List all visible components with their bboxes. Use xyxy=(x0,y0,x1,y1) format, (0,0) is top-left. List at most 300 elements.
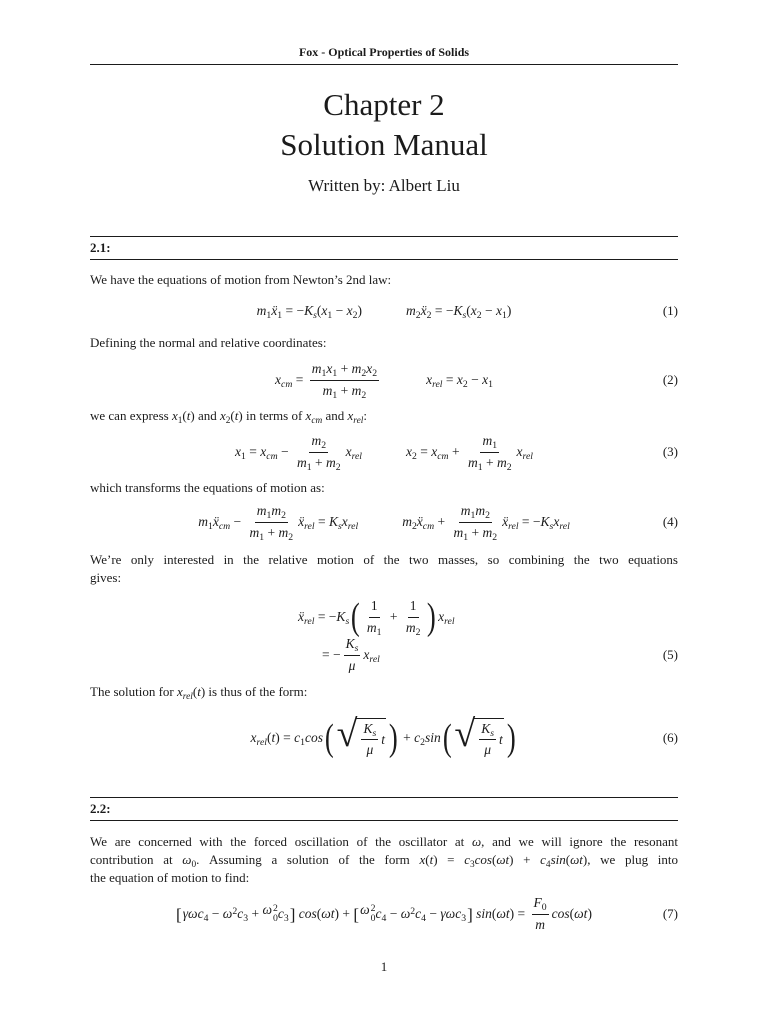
math-token xyxy=(304,303,317,322)
math-token xyxy=(305,730,323,746)
fraction-numerator xyxy=(344,636,361,655)
subscript: 2 xyxy=(372,368,378,380)
equation-6 xyxy=(90,710,678,766)
math-token xyxy=(323,383,338,399)
math-token xyxy=(483,455,497,471)
math-token xyxy=(311,433,327,452)
math-text: ( xyxy=(425,852,430,867)
fraction xyxy=(404,598,423,638)
math-token xyxy=(351,361,367,380)
math-text: ) and xyxy=(190,408,220,423)
math-token xyxy=(470,303,482,322)
math-variable: x xyxy=(177,684,183,699)
math-variable: m xyxy=(482,524,493,540)
subscript: 3 xyxy=(243,913,249,925)
subscript: 4 xyxy=(545,859,551,869)
math-token xyxy=(90,870,249,885)
math-variable: x xyxy=(406,444,412,459)
math-variable: μ xyxy=(366,742,374,757)
math-variable: x xyxy=(250,730,257,745)
equation-number: (3) xyxy=(662,444,678,459)
delimiter-open: ( xyxy=(351,596,360,638)
math-text: + xyxy=(434,514,449,529)
math-token xyxy=(250,730,267,749)
math-token xyxy=(196,852,419,867)
math-variable: ω xyxy=(182,852,192,867)
subscript: rel xyxy=(559,521,570,533)
math-text: ) = xyxy=(509,906,529,921)
math-token xyxy=(177,684,193,699)
math-token xyxy=(230,514,244,530)
math-text: ) xyxy=(506,303,512,318)
script-stack xyxy=(273,904,278,923)
running-header: Fox - Optical Properties of Solids xyxy=(298,45,470,59)
math-variable: x xyxy=(470,303,477,318)
math-token xyxy=(292,372,306,388)
math-token xyxy=(516,444,533,463)
math-variable: c xyxy=(277,906,284,921)
math-token xyxy=(337,361,351,377)
math-variable: m xyxy=(405,619,416,635)
delimiter-open: ( xyxy=(442,717,452,759)
equation-number: (6) xyxy=(662,730,678,745)
section-rule-top xyxy=(90,236,678,237)
math-variable: m xyxy=(351,382,362,398)
math-variable: x xyxy=(516,444,523,459)
math-variable: K xyxy=(328,514,338,529)
fraction xyxy=(361,721,378,758)
subscript: 0 xyxy=(191,859,197,869)
square-root xyxy=(454,712,503,758)
math-text: − xyxy=(230,514,245,529)
subscript: s xyxy=(490,727,495,739)
math-token xyxy=(264,525,278,541)
subscript: 0 xyxy=(541,902,547,914)
equation-part xyxy=(256,303,362,322)
subscript: 2 xyxy=(462,379,468,391)
math-token xyxy=(438,609,455,628)
delimiter-body xyxy=(362,598,426,638)
math-variable: m xyxy=(366,619,377,635)
math-variable: m xyxy=(460,503,471,519)
math-text: We have the equations of motion from Newton’s 2nd law: xyxy=(90,272,392,287)
math-variable: x xyxy=(366,361,373,377)
math-variable: t xyxy=(234,408,239,423)
fraction-denominator xyxy=(347,656,358,674)
math-variable: m xyxy=(325,454,336,470)
math-variable: m xyxy=(256,503,267,519)
math-variable: ωt xyxy=(496,906,510,921)
subscript: 3 xyxy=(461,913,467,925)
math-variable: c xyxy=(237,906,244,921)
equation-part xyxy=(250,712,518,759)
math-token xyxy=(481,721,494,737)
math-variable: x xyxy=(345,444,352,459)
fraction xyxy=(295,433,343,473)
fraction-numerator xyxy=(532,895,549,914)
math-token xyxy=(348,408,364,423)
math-token xyxy=(306,408,323,423)
fraction-numerator xyxy=(480,433,499,452)
math-text: 1 xyxy=(409,598,417,614)
math-text: − xyxy=(467,372,483,387)
subscript: 2 xyxy=(225,415,231,425)
fraction xyxy=(532,895,549,932)
subscript: 2 xyxy=(420,737,425,749)
equation-number: (1) xyxy=(662,303,678,318)
math-text: − xyxy=(332,303,347,318)
fraction xyxy=(344,636,361,673)
fraction-denominator xyxy=(321,381,369,399)
math-variable: ẍ xyxy=(420,303,427,318)
math-text: we can express xyxy=(90,408,172,423)
math-text: and xyxy=(322,408,348,423)
math-variable: ωt xyxy=(570,852,583,867)
subscript: 2 xyxy=(412,451,417,463)
math-variable: x xyxy=(321,303,328,318)
math-variable: sin xyxy=(424,730,441,745)
math-token xyxy=(416,514,435,533)
math-token xyxy=(499,732,503,748)
math-token xyxy=(246,444,260,460)
math-variable: x xyxy=(347,408,354,423)
math-text: ) = xyxy=(433,852,465,867)
math-token xyxy=(552,906,570,922)
math-variable: ẍ xyxy=(416,514,423,529)
math-token xyxy=(415,906,426,925)
fraction-numerator xyxy=(361,721,378,740)
math-token xyxy=(363,647,380,666)
subscript: rel xyxy=(256,737,267,749)
equation-number: (2) xyxy=(662,372,678,387)
math-token xyxy=(533,895,547,914)
math-text: 1 xyxy=(370,598,378,614)
math-text: + xyxy=(264,524,279,540)
math-token xyxy=(358,303,363,319)
math-token xyxy=(332,303,346,319)
subscript: 1 xyxy=(502,310,507,322)
subscript: 2 xyxy=(281,510,286,522)
math-variable: ω xyxy=(360,901,370,917)
fraction-numerator xyxy=(369,598,380,617)
math-token xyxy=(456,372,468,391)
math-variable: x xyxy=(346,303,353,318)
math-token xyxy=(321,906,334,922)
math-token xyxy=(363,721,376,737)
paragraph-line xyxy=(90,479,678,497)
math-variable: μ xyxy=(484,742,492,757)
math-token xyxy=(476,906,492,922)
math-variable: x xyxy=(419,852,426,867)
equation-part xyxy=(406,303,512,322)
math-text: + xyxy=(248,906,263,921)
subscript: 1 xyxy=(321,368,327,380)
math-token xyxy=(277,906,289,925)
math-text: + xyxy=(337,382,352,398)
math-variable: ω xyxy=(471,834,482,849)
math-variable: x xyxy=(553,514,560,529)
math-variable: m xyxy=(535,916,545,932)
math-token xyxy=(201,684,308,699)
subscript: 1 xyxy=(327,310,333,322)
math-token xyxy=(248,906,262,922)
math-token xyxy=(460,503,476,522)
math-token xyxy=(509,852,540,867)
math-variable: ωt xyxy=(574,906,588,921)
subscript: 2 xyxy=(361,389,367,401)
math-token xyxy=(417,444,431,460)
subscript: 1 xyxy=(492,440,498,452)
math-token xyxy=(271,303,283,322)
math-variable: t xyxy=(197,684,201,699)
math-token xyxy=(345,444,362,463)
subscript: 1 xyxy=(207,521,213,533)
delimiter-body xyxy=(453,712,504,758)
math-text: ) xyxy=(357,303,362,318)
math-token xyxy=(256,303,272,322)
math-token xyxy=(386,906,400,922)
subscript: rel xyxy=(369,654,380,666)
math-token xyxy=(363,408,367,423)
math-variable: c xyxy=(540,852,546,867)
delimiter-close: ) xyxy=(427,596,437,638)
subscript: 1 xyxy=(463,531,469,543)
delimiter-body xyxy=(336,712,387,758)
chapter-title: Chapter 2 xyxy=(323,87,445,122)
math-token xyxy=(278,444,292,460)
math-variable: x xyxy=(482,372,489,387)
equation-5-line-2 xyxy=(90,633,678,677)
delimiter-close: ) xyxy=(506,717,516,759)
math-token xyxy=(426,372,443,391)
math-token xyxy=(468,525,482,541)
math-variable: m xyxy=(351,361,362,377)
subscript: 2 xyxy=(335,461,341,473)
math-token xyxy=(90,834,472,849)
math-token xyxy=(182,852,196,867)
math-token xyxy=(449,444,463,460)
math-token xyxy=(482,372,493,391)
math-variable: K xyxy=(336,609,346,624)
math-variable: x xyxy=(326,361,333,377)
math-text: = xyxy=(442,372,457,387)
math-text: ), we plug into xyxy=(582,852,678,867)
math-token xyxy=(312,455,326,471)
math-token xyxy=(507,303,512,319)
math-variable: ω xyxy=(262,901,272,917)
fraction-numerator xyxy=(255,503,288,522)
math-variable: t xyxy=(429,852,434,867)
math-token xyxy=(402,514,417,533)
math-variable: ẍ xyxy=(298,609,304,624)
math-variable: γωc xyxy=(182,906,204,921)
math-token xyxy=(472,834,481,849)
math-token xyxy=(337,383,351,399)
subscript: 2 xyxy=(506,461,512,473)
math-variable: c xyxy=(415,906,422,921)
math-token xyxy=(551,852,566,867)
math-token xyxy=(440,906,467,925)
math-variable: ẍ xyxy=(298,514,305,529)
math-token xyxy=(326,455,341,471)
fraction xyxy=(452,503,500,543)
fraction-numerator xyxy=(479,721,496,740)
equation-number: (5) xyxy=(662,647,678,662)
math-token xyxy=(90,552,678,567)
math-token xyxy=(387,609,401,625)
subscript: 1 xyxy=(376,626,382,638)
math-token xyxy=(235,444,246,463)
math-text: ( xyxy=(466,303,471,318)
math-variable: m xyxy=(402,514,412,529)
math-token xyxy=(299,906,317,922)
math-variable: ẍ xyxy=(212,514,219,529)
delimiter-body xyxy=(360,902,466,926)
math-token xyxy=(406,303,421,322)
radicand xyxy=(356,718,386,758)
math-token xyxy=(262,902,277,926)
equation-1 xyxy=(90,289,678,333)
parenthesized-group xyxy=(323,712,400,759)
subscript: 3 xyxy=(283,913,289,925)
math-token xyxy=(298,514,315,533)
math-variable: K xyxy=(481,720,491,736)
math-variable: K xyxy=(345,636,355,652)
superscript: 2 xyxy=(410,905,416,917)
math-variable: x xyxy=(431,444,438,459)
math-text: ( xyxy=(266,730,272,745)
math-token xyxy=(371,598,378,614)
math-token xyxy=(574,906,587,922)
math-variable: m xyxy=(311,433,322,449)
math-text: − xyxy=(277,444,292,459)
math-token xyxy=(190,408,220,423)
math-text: ) + xyxy=(509,852,541,867)
author-line: Written by: Albert Liu xyxy=(308,176,460,195)
math-token xyxy=(420,303,432,322)
math-token xyxy=(341,514,359,533)
math-variable: ω xyxy=(400,906,411,921)
math-text: + xyxy=(337,361,352,377)
delimiter-close: ] xyxy=(289,904,296,924)
math-variable: K xyxy=(453,303,463,318)
math-token xyxy=(464,852,474,867)
math-text: which transforms the equations of motion as: xyxy=(90,480,325,495)
math-text: + xyxy=(448,444,463,459)
math-token xyxy=(468,455,483,471)
page-number: 1 xyxy=(380,959,388,974)
math-variable: x xyxy=(171,408,178,423)
math-token xyxy=(328,514,342,533)
superscript: 2 xyxy=(370,902,376,914)
math-token xyxy=(90,852,182,867)
math-token xyxy=(496,852,509,867)
math-text: − xyxy=(425,906,441,921)
math-text: ( xyxy=(182,408,187,423)
fraction xyxy=(479,721,496,758)
math-text: = − xyxy=(518,514,541,529)
math-token xyxy=(352,383,367,399)
equation-number: (7) xyxy=(662,906,678,921)
math-variable: μ xyxy=(348,657,356,673)
subscript: 4 xyxy=(381,913,387,925)
math-variable: m xyxy=(496,454,507,470)
math-variable: m xyxy=(453,524,464,540)
math-text: The solution for xyxy=(90,684,178,699)
fraction-denominator xyxy=(533,915,547,933)
subscript: 2 xyxy=(352,310,358,322)
math-text: + xyxy=(482,454,497,470)
math-token xyxy=(223,906,237,922)
math-token xyxy=(454,525,469,541)
equation-number: (4) xyxy=(662,514,678,529)
math-token xyxy=(182,906,209,925)
subscript: rel xyxy=(304,616,315,628)
math-text: = − xyxy=(314,609,337,624)
paragraph-line xyxy=(90,833,678,851)
paragraph-line xyxy=(90,271,678,289)
fraction-numerator xyxy=(408,598,419,617)
section-heading: 2.1: xyxy=(90,240,111,255)
subscript: 2 xyxy=(321,440,327,452)
math-text: = xyxy=(292,372,307,387)
section-heading: 2.2: xyxy=(90,801,111,816)
math-variable: x xyxy=(235,444,242,459)
fraction-numerator xyxy=(310,361,379,380)
math-variable: m xyxy=(322,382,333,398)
paragraph-line xyxy=(90,683,678,701)
subscript: 2 xyxy=(426,310,432,322)
square-root xyxy=(336,712,386,758)
subscript: cm xyxy=(218,521,231,533)
math-token xyxy=(345,636,359,655)
math-token xyxy=(260,444,278,463)
equation-4 xyxy=(90,500,678,544)
math-token xyxy=(294,730,305,749)
delimiter-close: ] xyxy=(467,904,473,924)
subscript: cm xyxy=(437,451,449,463)
math-token xyxy=(400,730,414,746)
subscript: 1 xyxy=(259,531,265,543)
subscript: s xyxy=(462,310,467,322)
subscript: cm xyxy=(311,415,323,425)
math-token xyxy=(482,303,496,319)
equation-2 xyxy=(90,358,678,402)
math-variable: t xyxy=(499,731,503,747)
fraction xyxy=(248,503,296,543)
fraction-denominator xyxy=(452,523,500,541)
math-token xyxy=(90,684,177,699)
subscript: s xyxy=(372,727,377,739)
subscript: rel xyxy=(353,415,364,425)
fraction-numerator xyxy=(309,433,328,452)
math-variable: x xyxy=(456,372,463,387)
math-token xyxy=(510,906,529,922)
equation-3 xyxy=(90,430,678,474)
fraction xyxy=(310,361,379,401)
subscript: 1 xyxy=(277,310,283,322)
math-text: = xyxy=(314,514,329,529)
script-stack xyxy=(371,904,376,923)
equation-part xyxy=(198,503,359,543)
subscript: 1 xyxy=(241,451,246,463)
paragraph-line xyxy=(90,569,678,587)
subscript: 2 xyxy=(411,521,417,533)
math-text: + xyxy=(311,454,326,470)
fraction-denominator xyxy=(295,453,343,471)
math-text: ) xyxy=(587,906,592,921)
math-variable: sin xyxy=(476,906,492,921)
